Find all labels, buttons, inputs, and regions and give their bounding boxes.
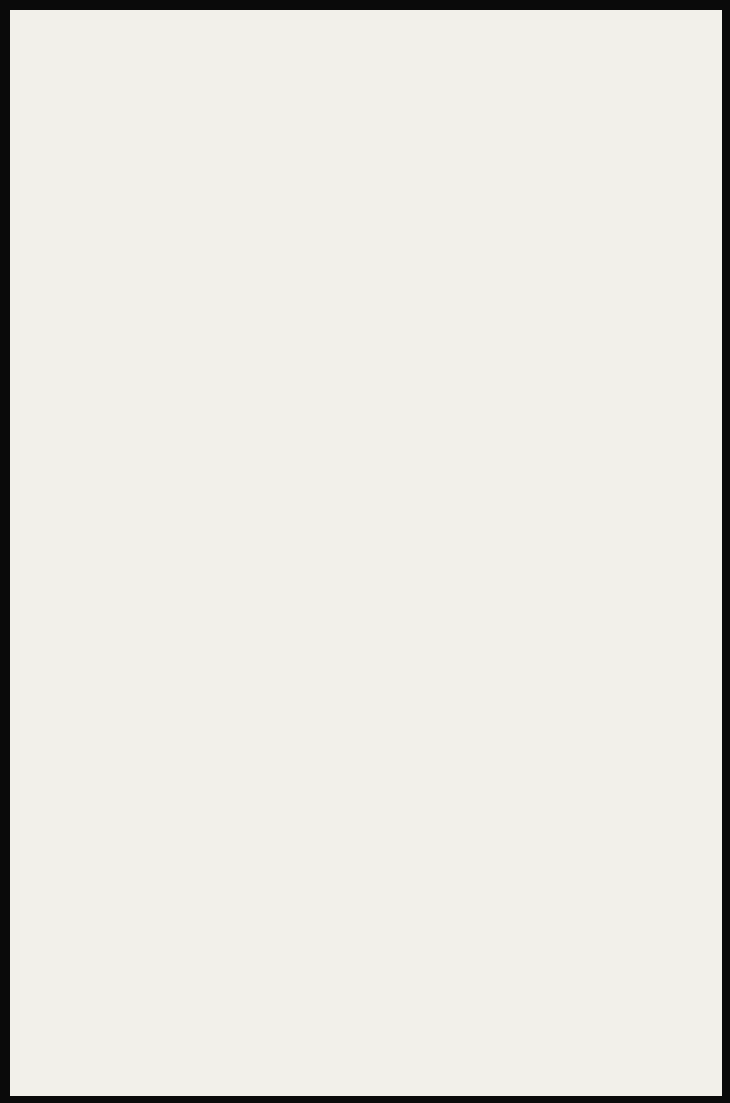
book-page — [10, 10, 722, 1096]
